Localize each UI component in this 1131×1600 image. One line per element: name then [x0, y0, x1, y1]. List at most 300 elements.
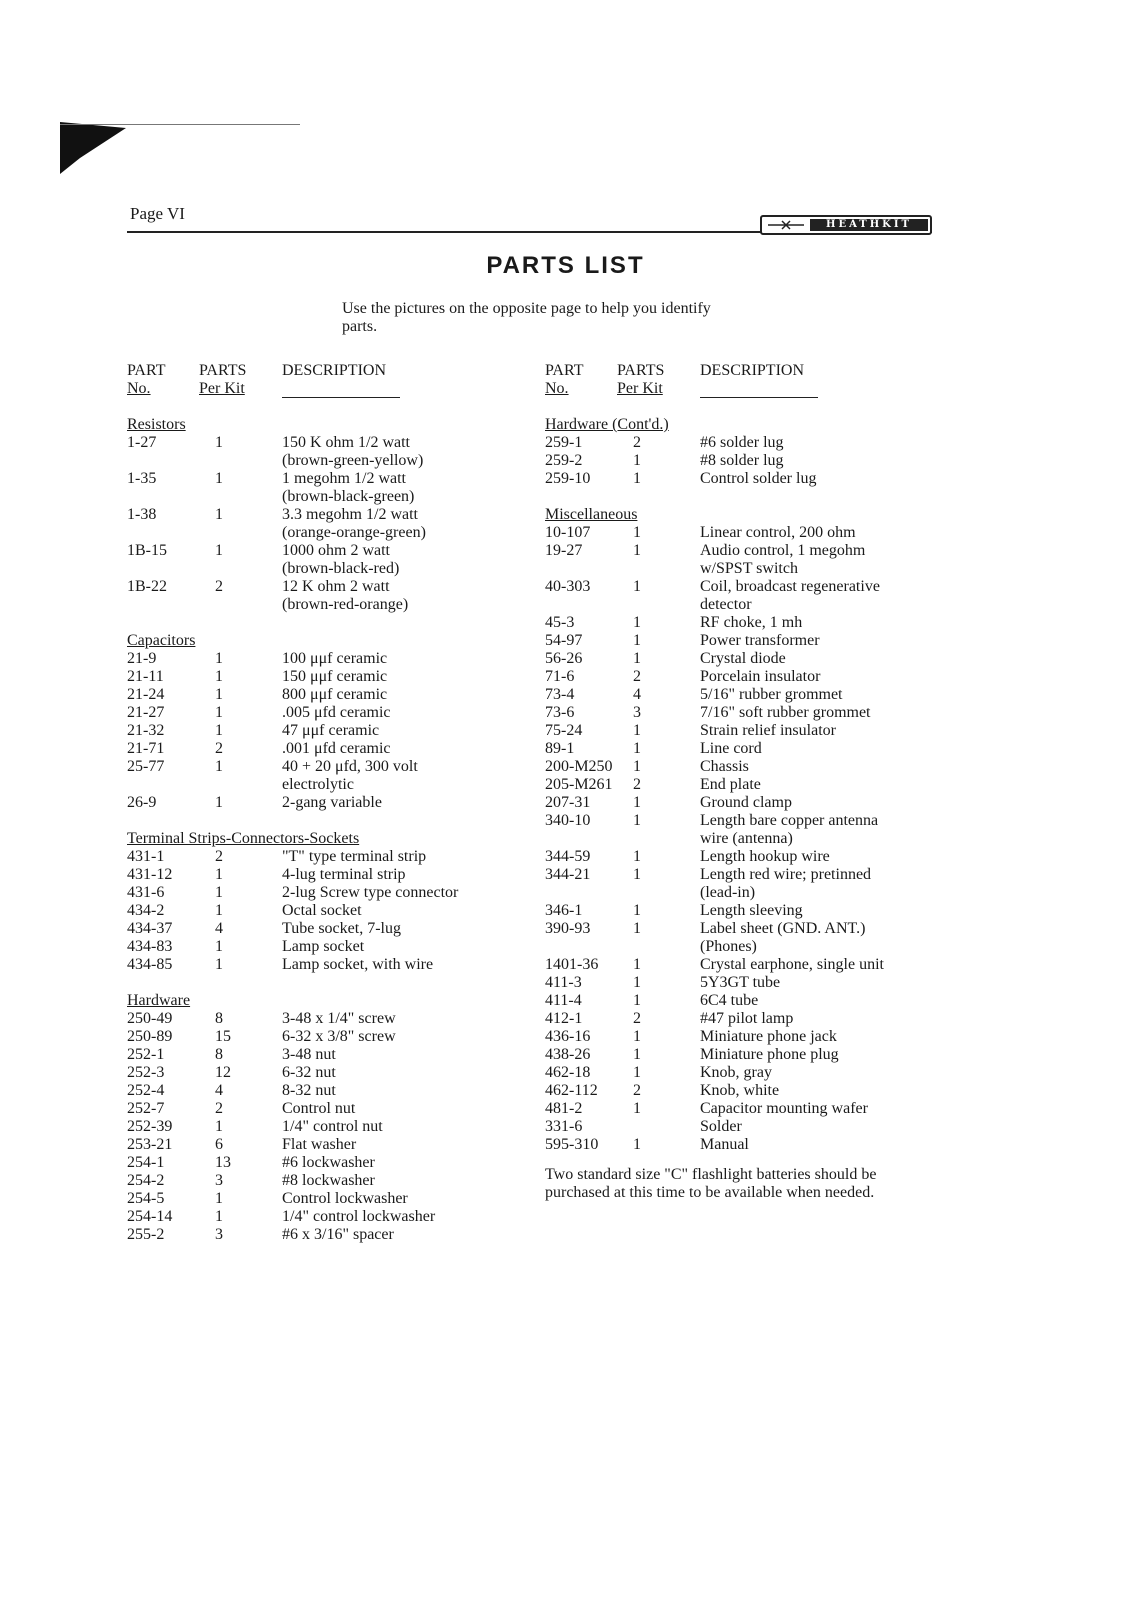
- description-line: Strain relief insulator: [700, 722, 836, 739]
- description-line: Length hookup wire: [700, 848, 830, 865]
- part-quantity: 1: [215, 722, 223, 739]
- description-line: 2-gang variable: [282, 794, 382, 811]
- header-part-line1: PART: [127, 362, 166, 379]
- part-number: 431-1: [127, 848, 165, 865]
- part-number: 434-37: [127, 920, 173, 937]
- part-quantity: 1: [633, 632, 641, 649]
- part-row: [127, 938, 527, 956]
- description-line: Linear control, 200 ohm: [700, 524, 856, 541]
- description-line: Octal socket: [282, 902, 362, 919]
- part-row: [127, 1136, 527, 1154]
- parts-section: [127, 830, 527, 974]
- description-line: 800 μμf ceramic: [282, 686, 388, 703]
- part-number: 200-M250: [545, 758, 613, 775]
- part-quantity: 1: [215, 794, 223, 811]
- description-line: 8-32 nut: [282, 1082, 336, 1099]
- part-number: 54-97: [545, 632, 583, 649]
- part-number: 462-112: [545, 1082, 598, 1099]
- description-line: 1/4" control lockwasher: [282, 1208, 436, 1225]
- part-number: 89-1: [545, 740, 575, 757]
- part-description: [282, 650, 527, 668]
- part-row: [545, 1046, 935, 1064]
- part-description: [700, 758, 935, 776]
- part-number: 431-12: [127, 866, 173, 883]
- description-line: 5/16" rubber grommet: [700, 686, 843, 703]
- description-line: Porcelain insulator: [700, 668, 821, 685]
- part-number: 10-107: [545, 524, 591, 541]
- part-number: 25-77: [127, 758, 165, 775]
- part-description: [282, 938, 527, 956]
- part-description: [700, 740, 935, 758]
- description-line: "T" type terminal strip: [282, 848, 427, 865]
- part-description: [282, 1190, 527, 1208]
- part-description: [700, 722, 935, 740]
- description-line: #47 pilot lamp: [700, 1010, 794, 1027]
- part-number: 434-85: [127, 956, 173, 973]
- part-description: [700, 632, 935, 650]
- part-description: [700, 1100, 935, 1118]
- description-line: Knob, gray: [700, 1064, 772, 1081]
- logo-emblem-icon: [768, 220, 804, 230]
- part-description: [282, 434, 527, 470]
- description-line: 150 K ohm 1/2 watt: [282, 434, 410, 451]
- part-description: [282, 722, 527, 740]
- part-number: 21-24: [127, 686, 165, 703]
- battery-note: Two standard size "C" flashlight batteries should be purchased at this time to be available when needed.: [545, 1166, 877, 1201]
- part-description: [700, 848, 935, 866]
- part-description: [282, 1172, 527, 1190]
- part-quantity: 1: [215, 1118, 223, 1135]
- description-line: 150 μμf ceramic: [282, 668, 388, 685]
- left-sections: [127, 416, 527, 1244]
- part-row: [545, 776, 935, 794]
- part-number: 254-14: [127, 1208, 173, 1225]
- header-parts-line2: Per Kit: [199, 380, 245, 397]
- description-line: #6 lockwasher: [282, 1154, 375, 1171]
- header-part-no: [545, 362, 583, 398]
- part-quantity: 1: [633, 578, 641, 595]
- description-line: Label sheet (GND. ANT.): [700, 920, 866, 937]
- part-number: 1-38: [127, 506, 157, 523]
- part-row: [127, 884, 527, 902]
- part-row: [127, 722, 527, 740]
- header-description: DESCRIPTION: [282, 362, 387, 379]
- header-description-rule: [282, 397, 400, 398]
- part-description: [700, 470, 935, 488]
- section-title: Miscellaneous: [545, 506, 638, 523]
- part-number: 252-3: [127, 1064, 165, 1081]
- part-quantity: 1: [633, 452, 641, 469]
- part-description: [282, 704, 527, 722]
- part-row: [545, 1064, 935, 1082]
- description-line: #8 lockwasher: [282, 1172, 375, 1189]
- part-quantity: 1: [633, 1028, 641, 1045]
- right-sections: [545, 416, 935, 1154]
- section-title: Terminal Strips-Connectors-Sockets: [127, 830, 360, 847]
- part-description: [282, 1028, 527, 1046]
- part-row: [127, 434, 527, 470]
- page-title: PARTS LIST: [486, 252, 645, 279]
- part-description: [282, 794, 527, 812]
- page-number: Page VI: [130, 204, 185, 223]
- part-row: [545, 1010, 935, 1028]
- part-description: [700, 974, 935, 992]
- header-part-line1: PART: [545, 362, 584, 379]
- part-row: [545, 1028, 935, 1046]
- description-line: Length sleeving: [700, 902, 803, 919]
- part-number: 1-35: [127, 470, 157, 487]
- part-quantity: 1: [633, 542, 641, 559]
- column-headers: [127, 362, 527, 398]
- description-line: 6C4 tube: [700, 992, 759, 1009]
- description-line: 5Y3GT tube: [700, 974, 781, 991]
- part-description: [282, 1010, 527, 1028]
- part-description: [700, 776, 935, 794]
- section-title: Capacitors: [127, 632, 196, 649]
- part-description: [282, 686, 527, 704]
- part-number: 411-3: [545, 974, 582, 991]
- part-row: [545, 614, 935, 632]
- part-row: [545, 704, 935, 722]
- part-quantity: 1: [633, 1136, 641, 1153]
- part-number: 411-4: [545, 992, 582, 1009]
- part-number: 21-9: [127, 650, 157, 667]
- part-description: [700, 992, 935, 1010]
- header-parts-line1: PARTS: [617, 362, 665, 379]
- part-row: [545, 794, 935, 812]
- part-description: [700, 794, 935, 812]
- part-quantity: 1: [633, 956, 641, 973]
- part-quantity: 1: [633, 812, 641, 829]
- part-description: [282, 902, 527, 920]
- brand-logo: [760, 215, 932, 235]
- part-description: [700, 1010, 935, 1028]
- part-quantity: 1: [215, 866, 223, 883]
- part-row: [127, 758, 527, 794]
- part-quantity: 1: [215, 542, 223, 559]
- part-quantity: 2: [215, 740, 223, 757]
- description-line: Miniature phone plug: [700, 1046, 839, 1063]
- part-quantity: 2: [215, 1100, 223, 1117]
- part-number: 255-2: [127, 1226, 165, 1243]
- part-description: [282, 920, 527, 938]
- part-description: [700, 704, 935, 722]
- part-description: [282, 1064, 527, 1082]
- part-description: [282, 848, 527, 866]
- part-quantity: 1: [215, 902, 223, 919]
- part-number: 73-4: [545, 686, 575, 703]
- part-description: [282, 956, 527, 974]
- description-line: 1/4" control nut: [282, 1118, 383, 1135]
- part-quantity: 2: [633, 434, 641, 451]
- part-description: [282, 1046, 527, 1064]
- part-number: 75-24: [545, 722, 583, 739]
- header-parts-per-kit: [617, 362, 664, 398]
- part-number: 434-2: [127, 902, 165, 919]
- description-line: .001 μfd ceramic: [282, 740, 391, 757]
- part-quantity: 1: [633, 1100, 641, 1117]
- part-number: 250-49: [127, 1010, 173, 1027]
- part-description: [700, 812, 935, 848]
- part-quantity: 2: [633, 1010, 641, 1027]
- part-number: 252-7: [127, 1100, 165, 1117]
- part-quantity: 1: [633, 992, 641, 1009]
- part-number: 73-6: [545, 704, 575, 721]
- part-row: [545, 1100, 935, 1118]
- header-description-rule: [700, 397, 818, 398]
- part-description: [700, 956, 935, 974]
- description-line: #8 solder lug: [700, 452, 784, 469]
- part-row: [127, 1010, 527, 1028]
- description-line: detector: [700, 596, 752, 613]
- part-row: [545, 668, 935, 686]
- part-number: 26-9: [127, 794, 157, 811]
- part-number: 412-1: [545, 1010, 583, 1027]
- part-quantity: 1: [215, 1190, 223, 1207]
- part-quantity: 1: [633, 794, 641, 811]
- part-row: [127, 1208, 527, 1226]
- description-line: 47 μμf ceramic: [282, 722, 380, 739]
- part-row: [127, 1028, 527, 1046]
- description-line: Power transformer: [700, 632, 820, 649]
- part-description: [282, 884, 527, 902]
- description-line: Solder: [700, 1118, 742, 1135]
- part-row: [545, 1136, 935, 1154]
- part-quantity: 2: [633, 1082, 641, 1099]
- part-description: [282, 1136, 527, 1154]
- part-quantity: 4: [633, 686, 641, 703]
- parts-column-right: [545, 362, 935, 1154]
- description-line: 3-48 nut: [282, 1046, 336, 1063]
- part-quantity: 2: [633, 668, 641, 685]
- part-row: [127, 866, 527, 884]
- part-number: 481-2: [545, 1100, 583, 1117]
- description-line: Miniature phone jack: [700, 1028, 837, 1045]
- part-description: [282, 758, 527, 794]
- part-description: [282, 578, 527, 614]
- part-number: 21-32: [127, 722, 165, 739]
- description-line: 4-lug terminal strip: [282, 866, 406, 883]
- parts-section: [127, 632, 527, 812]
- part-description: [700, 650, 935, 668]
- part-row: [127, 470, 527, 506]
- part-row: [545, 524, 935, 542]
- part-row: [127, 794, 527, 812]
- description-line: 6-32 nut: [282, 1064, 336, 1081]
- part-row: [127, 1046, 527, 1064]
- section-title: Hardware: [127, 992, 191, 1009]
- header-part-line2: No.: [127, 380, 151, 397]
- part-row: [545, 902, 935, 920]
- part-description: [282, 1208, 527, 1226]
- parts-section: [127, 416, 527, 614]
- part-description: [282, 1118, 527, 1136]
- part-row: [127, 1100, 527, 1118]
- parts-section: [127, 992, 527, 1244]
- part-quantity: 1: [633, 740, 641, 757]
- part-row: [545, 578, 935, 614]
- part-row: [127, 1064, 527, 1082]
- description-line: End plate: [700, 776, 761, 793]
- part-description: [700, 524, 935, 542]
- description-line: 2-lug Screw type connector: [282, 884, 459, 901]
- part-quantity: 1: [215, 668, 223, 685]
- part-quantity: 2: [215, 578, 223, 595]
- part-description: [700, 434, 935, 452]
- part-row: [545, 920, 935, 956]
- part-quantity: 1: [215, 650, 223, 667]
- part-number: 21-27: [127, 704, 165, 721]
- part-description: [700, 1046, 935, 1064]
- part-number: 252-4: [127, 1082, 165, 1099]
- description-line: wire (antenna): [700, 830, 793, 847]
- part-number: 40-303: [545, 578, 591, 595]
- part-quantity: 1: [215, 1208, 223, 1225]
- part-row: [545, 974, 935, 992]
- part-quantity: 15: [215, 1028, 231, 1045]
- part-row: [127, 1154, 527, 1172]
- part-number: 1-27: [127, 434, 157, 451]
- description-line: Crystal diode: [700, 650, 786, 667]
- part-description: [700, 1064, 935, 1082]
- top-rule: [60, 124, 300, 125]
- part-quantity: 1: [633, 1046, 641, 1063]
- part-number: 259-2: [545, 452, 583, 469]
- part-description: [700, 452, 935, 470]
- description-line: Capacitor mounting wafer: [700, 1100, 868, 1117]
- description-line: 6-32 x 3/8" screw: [282, 1028, 396, 1045]
- part-number: 438-26: [545, 1046, 591, 1063]
- part-number: 252-1: [127, 1046, 165, 1063]
- part-number: 45-3: [545, 614, 575, 631]
- part-quantity: 1: [633, 470, 641, 487]
- part-description: [282, 740, 527, 758]
- part-row: [545, 1082, 935, 1100]
- part-description: [700, 866, 935, 902]
- part-description: [282, 1100, 527, 1118]
- part-row: [545, 632, 935, 650]
- description-line: Crystal earphone, single unit: [700, 956, 884, 973]
- part-description: [700, 1028, 935, 1046]
- description-line: 1 megohm 1/2 watt: [282, 470, 406, 487]
- description-line: 3.3 megohm 1/2 watt: [282, 506, 418, 523]
- part-row: [127, 740, 527, 758]
- part-number: 259-10: [545, 470, 591, 487]
- description-line: Lamp socket: [282, 938, 365, 955]
- part-row: [127, 1172, 527, 1190]
- part-number: 252-39: [127, 1118, 173, 1135]
- part-row: [545, 722, 935, 740]
- description-line: 3-48 x 1/4" screw: [282, 1010, 396, 1027]
- intro-text: Use the pictures on the opposite page to help you identify parts.: [342, 300, 711, 335]
- description-line: (brown-black-red): [282, 560, 400, 577]
- part-number: 1B-22: [127, 578, 167, 595]
- part-description: [282, 668, 527, 686]
- part-quantity: 1: [215, 506, 223, 523]
- part-number: 1401-36: [545, 956, 599, 973]
- part-number: 250-89: [127, 1028, 173, 1045]
- part-row: [127, 704, 527, 722]
- brand-logo-text: HEATHKIT: [810, 219, 928, 231]
- part-quantity: 1: [215, 938, 223, 955]
- part-description: [282, 1154, 527, 1172]
- part-row: [127, 956, 527, 974]
- part-row: [545, 452, 935, 470]
- part-number: 431-6: [127, 884, 165, 901]
- description-line: Coil, broadcast regenerative: [700, 578, 880, 595]
- part-quantity: 8: [215, 1010, 223, 1027]
- description-line: 12 K ohm 2 watt: [282, 578, 390, 595]
- part-number: 344-59: [545, 848, 591, 865]
- part-description: [700, 920, 935, 956]
- part-quantity: 2: [215, 848, 223, 865]
- part-row: [545, 1118, 935, 1136]
- corner-mark-graphic: [60, 122, 130, 174]
- part-row: [127, 542, 527, 578]
- description-line: #6 solder lug: [700, 434, 784, 451]
- part-quantity: 1: [633, 866, 641, 883]
- header-part-line2: No.: [545, 380, 569, 397]
- part-quantity: 1: [633, 614, 641, 631]
- part-number: 595-310: [545, 1136, 599, 1153]
- part-number: 434-83: [127, 938, 173, 955]
- description-line: Length bare copper antenna: [700, 812, 879, 829]
- part-quantity: 8: [215, 1046, 223, 1063]
- part-row: [127, 506, 527, 542]
- description-line: 1000 ohm 2 watt: [282, 542, 390, 559]
- part-quantity: 3: [215, 1172, 223, 1189]
- part-number: 205-M261: [545, 776, 613, 793]
- description-line: (brown-green-yellow): [282, 452, 424, 469]
- part-description: [282, 506, 527, 542]
- part-number: 254-1: [127, 1154, 165, 1171]
- description-line: .005 μfd ceramic: [282, 704, 391, 721]
- part-number: 340-10: [545, 812, 591, 829]
- description-line: 100 μμf ceramic: [282, 650, 388, 667]
- description-line: Control nut: [282, 1100, 356, 1117]
- part-description: [700, 1118, 935, 1136]
- part-row: [545, 956, 935, 974]
- description-line: #6 x 3/16" spacer: [282, 1226, 394, 1243]
- part-row: [127, 902, 527, 920]
- part-quantity: 1: [215, 704, 223, 721]
- description-line: (Phones): [700, 938, 757, 955]
- part-description: [700, 668, 935, 686]
- part-quantity: 1: [633, 1064, 641, 1081]
- part-number: 21-11: [127, 668, 164, 685]
- part-quantity: 1: [633, 974, 641, 991]
- part-row: [545, 758, 935, 776]
- description-line: Chassis: [700, 758, 749, 775]
- part-description: [282, 1226, 527, 1244]
- description-line: (brown-red-orange): [282, 596, 409, 613]
- description-line: 40 + 20 μfd, 300 volt: [282, 758, 418, 775]
- part-row: [127, 668, 527, 686]
- part-number: 436-16: [545, 1028, 591, 1045]
- part-number: 259-1: [545, 434, 583, 451]
- part-row: [545, 812, 935, 848]
- part-description: [700, 614, 935, 632]
- parts-column-left: [127, 362, 527, 1244]
- description-line: Control lockwasher: [282, 1190, 408, 1207]
- description-line: 7/16" soft rubber grommet: [700, 704, 871, 721]
- section-title: Resistors: [127, 416, 186, 433]
- part-number: 19-27: [545, 542, 583, 559]
- part-description: [700, 902, 935, 920]
- part-row: [545, 434, 935, 452]
- part-quantity: 1: [633, 902, 641, 919]
- part-number: 71-6: [545, 668, 575, 685]
